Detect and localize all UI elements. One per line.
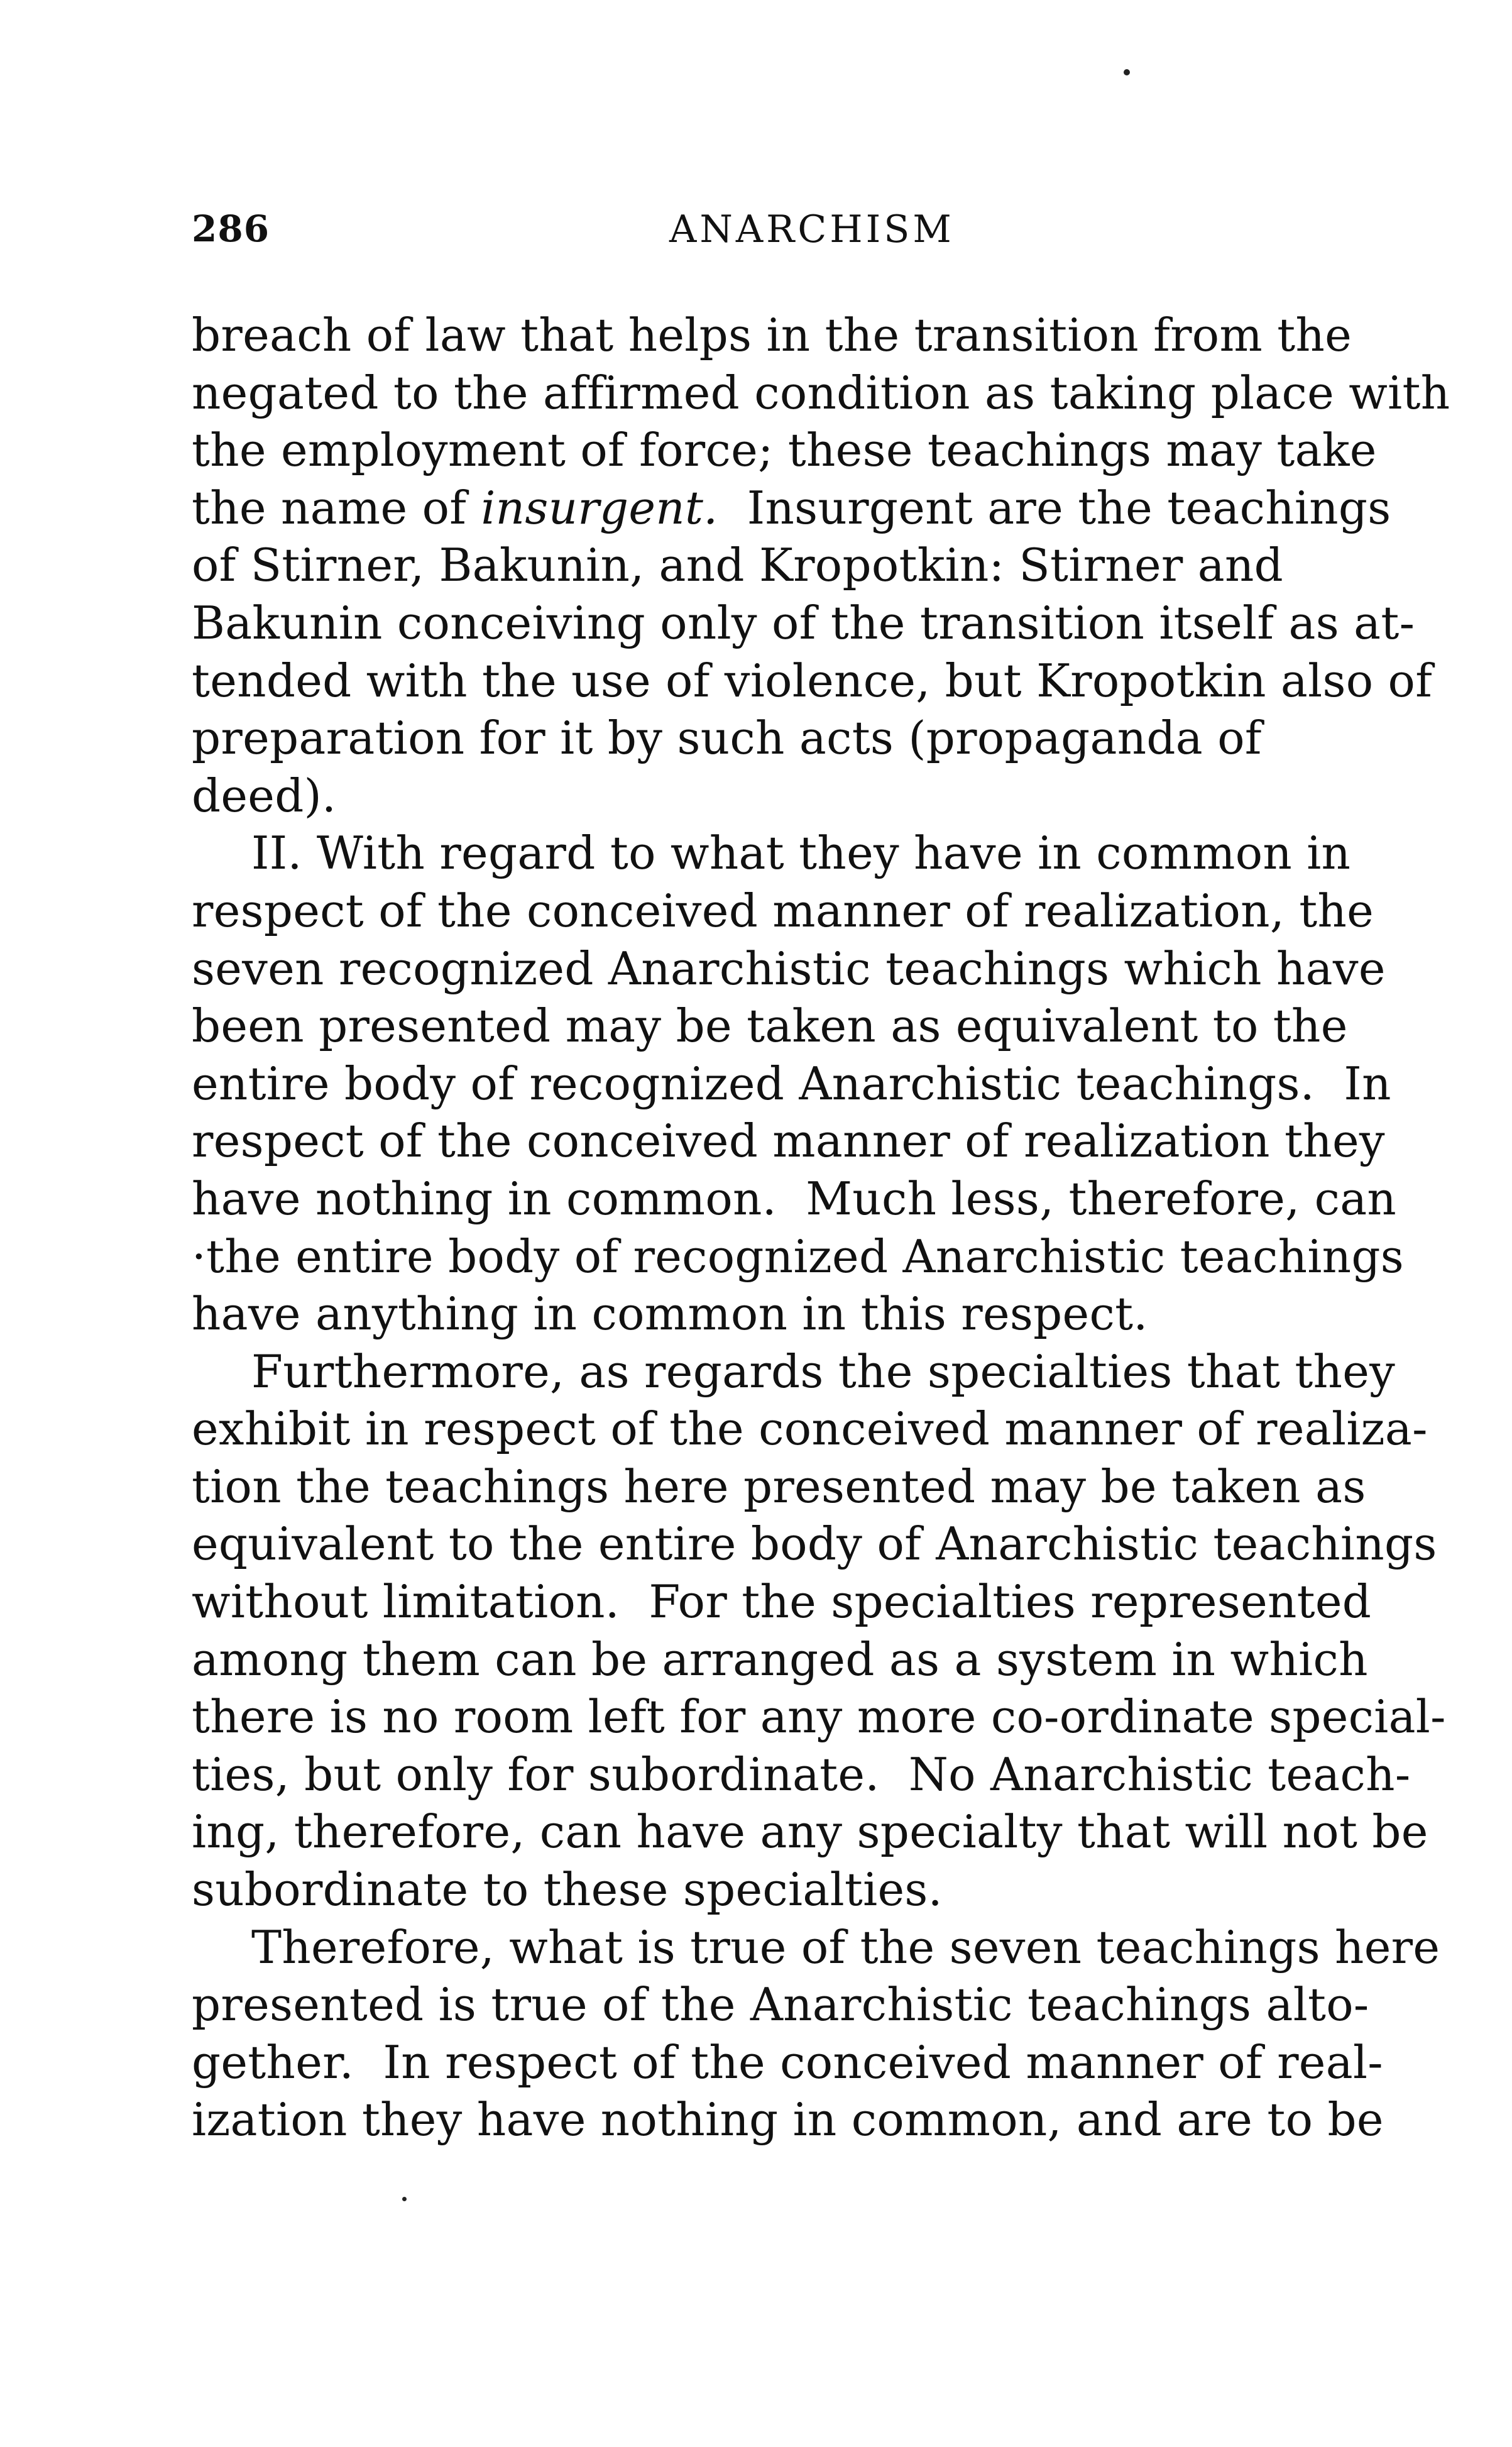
text-line: preparation for it by such acts (propaganda of xyxy=(192,712,1262,765)
running-head: ANARCHISM xyxy=(669,207,955,251)
text-line: Therefore, what is true of the seven teachings here xyxy=(251,1920,1440,1974)
text-line: entire body of recognized Anarchistic teachings. In xyxy=(192,1057,1391,1110)
text-line: the employment of force; these teachings may take xyxy=(192,424,1377,477)
text-line: II. With regard to what they have in common in xyxy=(251,827,1351,880)
text-line: ing, therefore, can have any specialty that will not be xyxy=(192,1805,1428,1859)
text-line: Bakunin conceiving only of the transition itself as at- xyxy=(192,596,1415,649)
text-line: ization they have nothing in common, and are to be xyxy=(192,2093,1384,2147)
text-line: have anything in common in this respect. xyxy=(192,1287,1148,1341)
page-number: 286 xyxy=(192,207,270,250)
text-line: deed). xyxy=(192,769,337,822)
text-line: ·the entire body of recognized Anarchistic teachings xyxy=(192,1229,1404,1283)
text-line: subordinate to these specialties. xyxy=(192,1863,943,1916)
text-line: tion the teachings here presented may be taken as xyxy=(192,1460,1366,1513)
page-header xyxy=(192,207,1449,258)
text-segment: the name of xyxy=(192,481,481,534)
italic-term: insurgent. xyxy=(481,481,718,534)
text-line: without limitation. For the specialties represented xyxy=(192,1575,1372,1629)
text-line xyxy=(192,480,1442,537)
text-line: have nothing in common. Much less, therefore, can xyxy=(192,1172,1397,1225)
text-line: been presented may be taken as equivalent to the xyxy=(192,999,1348,1053)
text-line: tended with the use of violence, but Kropotkin also of xyxy=(192,654,1433,707)
text-line: negated to the affirmed condition as taking place with xyxy=(192,366,1450,419)
text-line: Furthermore, as regards the specialties that they xyxy=(251,1344,1396,1398)
text-line: respect of the conceived manner of realization, the xyxy=(192,884,1374,937)
text-line: breach of law that helps in the transition from the xyxy=(192,309,1352,361)
text-line: exhibit in respect of the conceived manner of realiza- xyxy=(192,1402,1428,1456)
body-text xyxy=(192,307,1450,2149)
text-line: of Stirner, Bakunin, and Kropotkin: Stirner and xyxy=(192,539,1284,592)
text-line: presented is true of the Anarchistic teachings alto- xyxy=(192,1978,1369,2032)
text-line: gether. In respect of the conceived manner of real- xyxy=(192,2035,1383,2089)
scan-speck xyxy=(1124,69,1130,75)
text-segment: Insurgent are the teachings xyxy=(718,481,1391,534)
text-line: among them can be arranged as a system in which xyxy=(192,1632,1368,1686)
text-line: there is no room left for any more co-ordinate special- xyxy=(192,1690,1446,1744)
text-line: equivalent to the entire body of Anarchistic teachings xyxy=(192,1517,1437,1571)
text-line: ties, but only for subordinate. No Anarchistic teach- xyxy=(192,1747,1411,1801)
scan-speck xyxy=(402,2197,407,2201)
text-line: seven recognized Anarchistic teachings which have xyxy=(192,942,1386,995)
text-line: respect of the conceived manner of realization they xyxy=(192,1114,1385,1168)
